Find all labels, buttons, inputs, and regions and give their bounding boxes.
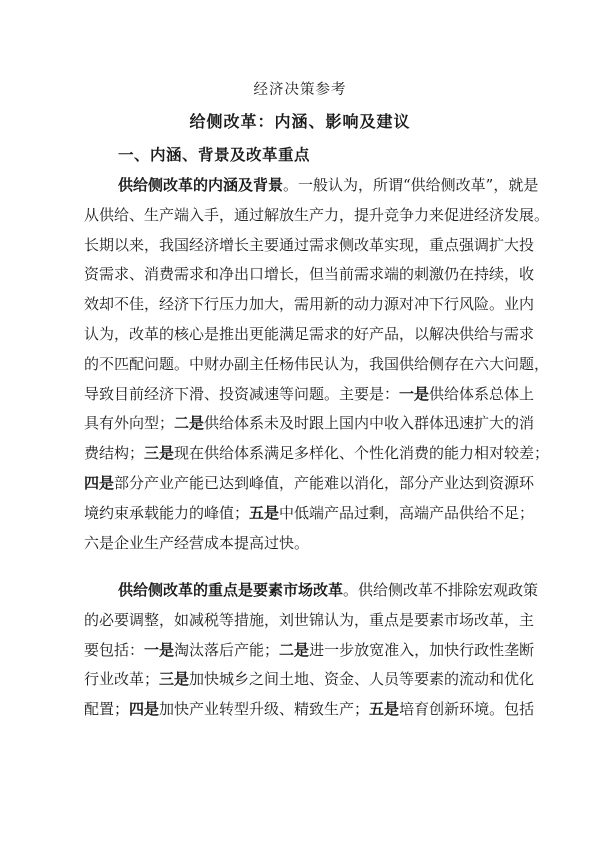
document-header: 经济决策参考 <box>253 82 347 98</box>
bold-text: 供给侧改革的重点是要素市场改革 <box>118 581 344 599</box>
body-text: 淘汰落后产能； <box>174 640 280 659</box>
text-line <box>84 260 535 290</box>
text-line <box>84 695 535 725</box>
bold-text: 三是 <box>144 444 175 463</box>
text-line <box>84 529 518 559</box>
body-text: 具有外向型； <box>84 414 175 433</box>
body-text: 进一步放宽准入，加快行政性垄断 <box>309 640 535 659</box>
text-line <box>84 231 535 261</box>
body-text: 现在供给体系满足多样化、个性化消费的能力相对较差； <box>174 444 550 463</box>
document-title: 给侧改革：内涵、影响及建议 <box>189 112 411 131</box>
text-line <box>84 380 535 410</box>
body-text: 供给体系总体上 <box>429 384 535 403</box>
body-text: 从供给、生产端入手，通过解放生产力，提升竞争力来促进经济发展。 <box>84 205 550 224</box>
bold-text: 四是 <box>84 473 115 492</box>
bold-text: 二是 <box>279 640 310 659</box>
body-text: 供给体系未及时跟上国内中收入群体迅速扩大的消 <box>204 414 535 433</box>
body-text: 中低端产品过剩，高端产品供给不足； <box>279 503 535 522</box>
text-line <box>84 201 550 231</box>
body-text: 要包括： <box>84 640 145 659</box>
body-text: 部分产业产能已达到峰值，产能难以消化，部分产业达到资源环 <box>114 473 535 492</box>
text-line <box>84 665 535 695</box>
text-line <box>84 350 550 380</box>
body-text: 加快城乡之间土地、资金、人员等要素的流动和优化 <box>189 670 535 689</box>
text-line <box>84 606 535 636</box>
body-text: 认为，改革的核心是推出更能满足需求的好产品，以解决供给与需求 <box>84 324 535 343</box>
paragraph-2 <box>84 576 539 725</box>
bold-text: 五是 <box>249 503 280 522</box>
body-text: 境约束承载能力的峰值； <box>84 503 250 522</box>
body-text: 。一般认为，所谓“供给侧改革”，就是 <box>283 176 539 194</box>
bold-text: 二是 <box>174 414 205 433</box>
text-line <box>84 576 539 606</box>
body-text: 行业改革； <box>84 670 160 689</box>
text-line <box>84 439 550 469</box>
body-text: 加快产业转型升级、精致生产； <box>159 700 370 719</box>
paragraph-1 <box>84 171 550 558</box>
body-text: 的必要调整，如减税等措施，刘世锦认为，重点是要素市场改革，主 <box>84 610 535 629</box>
body-text: 资需求、消费需求和净出口增长，但当前需求端的刺激仍在持续，收 <box>84 265 535 284</box>
bold-text: 五是 <box>369 700 400 719</box>
section-heading: 一、内涵、背景及改革重点 <box>118 145 311 164</box>
body-text: 配置； <box>84 700 130 719</box>
text-line <box>84 636 535 666</box>
body-text: 六是企业生产经营成本提高过快。 <box>84 533 310 552</box>
text-line <box>84 320 535 350</box>
bold-text: 一是 <box>144 640 175 659</box>
bold-text: 三是 <box>159 670 190 689</box>
body-text: 费结构； <box>84 444 145 463</box>
text-line <box>84 290 535 320</box>
bold-text: 四是 <box>129 700 160 719</box>
body-text: 长期以来，我国经济增长主要通过需求侧改革实现，重点强调扩大投 <box>84 235 535 254</box>
body-text: 的不匹配问题。中财办副主任杨伟民认为，我国供给侧存在六大问题， <box>84 354 550 373</box>
bold-text: 供给侧改革的内涵及背景 <box>118 176 284 194</box>
text-line <box>84 469 535 499</box>
text-line <box>84 409 535 439</box>
body-text: 导致目前经济下滑、投资减速等问题。主要是： <box>84 384 400 403</box>
body-text: 效却不佳，经济下行压力加大，需用新的动力源对冲下行风险。业内 <box>84 295 535 314</box>
body-text: 培育创新环境。包括 <box>399 700 535 719</box>
bold-text: 一是 <box>399 384 430 403</box>
text-line <box>84 499 535 529</box>
body-text: 。供给侧改革不排除宏观政策 <box>343 581 539 599</box>
text-line <box>84 171 539 201</box>
